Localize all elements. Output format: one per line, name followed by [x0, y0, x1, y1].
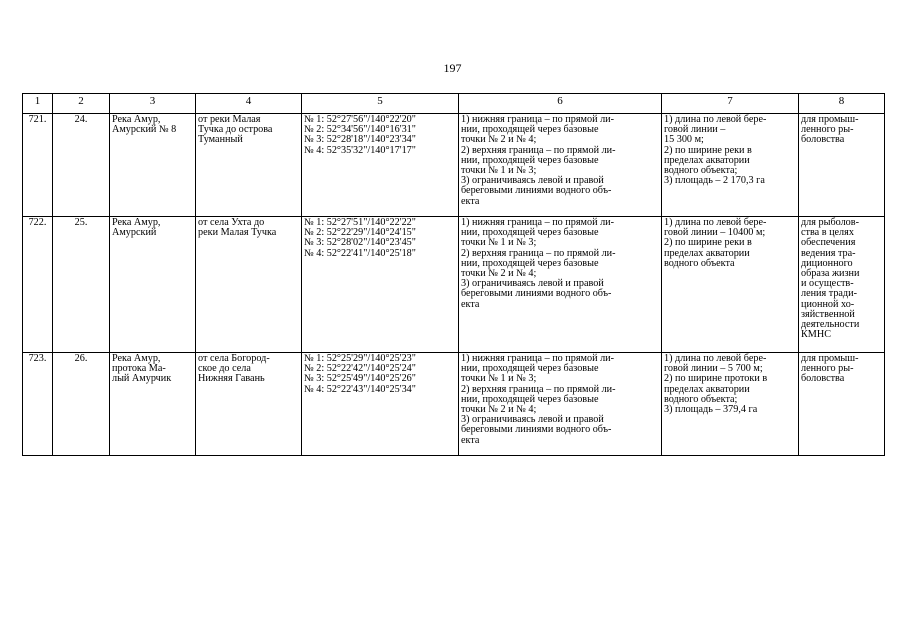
- header-row: [23, 94, 885, 114]
- boundaries-cell: 1) нижняя граница – по прямой ли- нии, проходящей через базовые точки № 2 и № 4; 2) верхняя граница – по прямой ли- нии, проходящей через базовые точки № 1 и № 3; 3) ограничиваясь левой и правой береговыми линиями водного объ- екта: [459, 114, 662, 217]
- area-number-cell: 26.: [53, 353, 110, 456]
- fishing-areas-table: [22, 93, 885, 456]
- coordinates-cell: № 1: 52°27'51"/140°22'22" № 2: 52°22'29"/140°24'15" № 3: 52°28'02"/140°23'45" № 4: 52°22'41"/140°25'18": [302, 217, 459, 353]
- page-number: 197: [443, 61, 462, 75]
- row-number-cell: 722.: [23, 217, 53, 353]
- column-header-1: 1: [23, 94, 53, 114]
- column-header-4: 4: [196, 94, 302, 114]
- table-row: [23, 114, 885, 217]
- table-row: [23, 217, 885, 353]
- area-number-cell: 24.: [53, 114, 110, 217]
- coordinates-cell: № 1: 52°25'29"/140°25'23" № 2: 52°22'42"/140°25'24" № 3: 52°25'49"/140°25'26" № 4: 52°22'43"/140°25'34": [302, 353, 459, 456]
- boundaries-cell: 1) нижняя граница – по прямой ли- нии, проходящей через базовые точки № 1 и № 3; 2) верхняя граница – по прямой ли- нии, проходящей через базовые точки № 2 и № 4; 3) ограничиваясь левой и правой береговыми линиями водного объ- екта: [459, 353, 662, 456]
- column-header-3: 3: [110, 94, 196, 114]
- column-header-2: 2: [53, 94, 110, 114]
- water-body-cell: Река Амур, протока Ма- лый Амурчик: [110, 353, 196, 456]
- dimensions-cell: 1) длина по левой бере- говой линии – 5 700 м; 2) по ширине протоки в пределах акватории водного объекта; 3) площадь – 379,4 га: [662, 353, 799, 456]
- water-body-cell: Река Амур, Амурский: [110, 217, 196, 353]
- table-row: [23, 353, 885, 456]
- purpose-cell: для промыш- ленного ры- боловства: [799, 353, 885, 456]
- column-header-7: 7: [662, 94, 799, 114]
- column-header-6: 6: [459, 94, 662, 114]
- area-description-cell: от села Богород- ское до села Нижняя Гавань: [196, 353, 302, 456]
- area-description-cell: от села Ухта до реки Малая Тучка: [196, 217, 302, 353]
- column-header-5: 5: [302, 94, 459, 114]
- row-number-cell: 723.: [23, 353, 53, 456]
- water-body-cell: Река Амур, Амурский № 8: [110, 114, 196, 217]
- coordinates-cell: № 1: 52°27'56"/140°22'20" № 2: 52°34'56"/140°16'31" № 3: 52°28'18"/140°23'34" № 4: 52°35'32"/140°17'17": [302, 114, 459, 217]
- row-number-cell: 721.: [23, 114, 53, 217]
- dimensions-cell: 1) длина по левой бере- говой линии – 10400 м; 2) по ширине реки в пределах акватории водного объекта: [662, 217, 799, 353]
- boundaries-cell: 1) нижняя граница – по прямой ли- нии, проходящей через базовые точки № 1 и № 3; 2) верхняя граница – по прямой ли- нии, проходящей через базовые точки № 2 и № 4; 3) ограничиваясь левой и правой береговыми линиями водного объ- екта: [459, 217, 662, 353]
- purpose-cell: для промыш- ленного ры- боловства: [799, 114, 885, 217]
- dimensions-cell: 1) длина по левой бере- говой линии – 15 300 м; 2) по ширине реки в пределах акватории водного объекта; 3) площадь – 2 170,3 га: [662, 114, 799, 217]
- area-number-cell: 25.: [53, 217, 110, 353]
- purpose-cell: для рыболов- ства в целях обеспечения ведения тра- диционного образа жизни и осуществ- ления тради- ционной хо- зяйственной деятельности КМНС: [799, 217, 885, 353]
- area-description-cell: от реки Малая Тучка до острова Туманный: [196, 114, 302, 217]
- column-header-8: 8: [799, 94, 885, 114]
